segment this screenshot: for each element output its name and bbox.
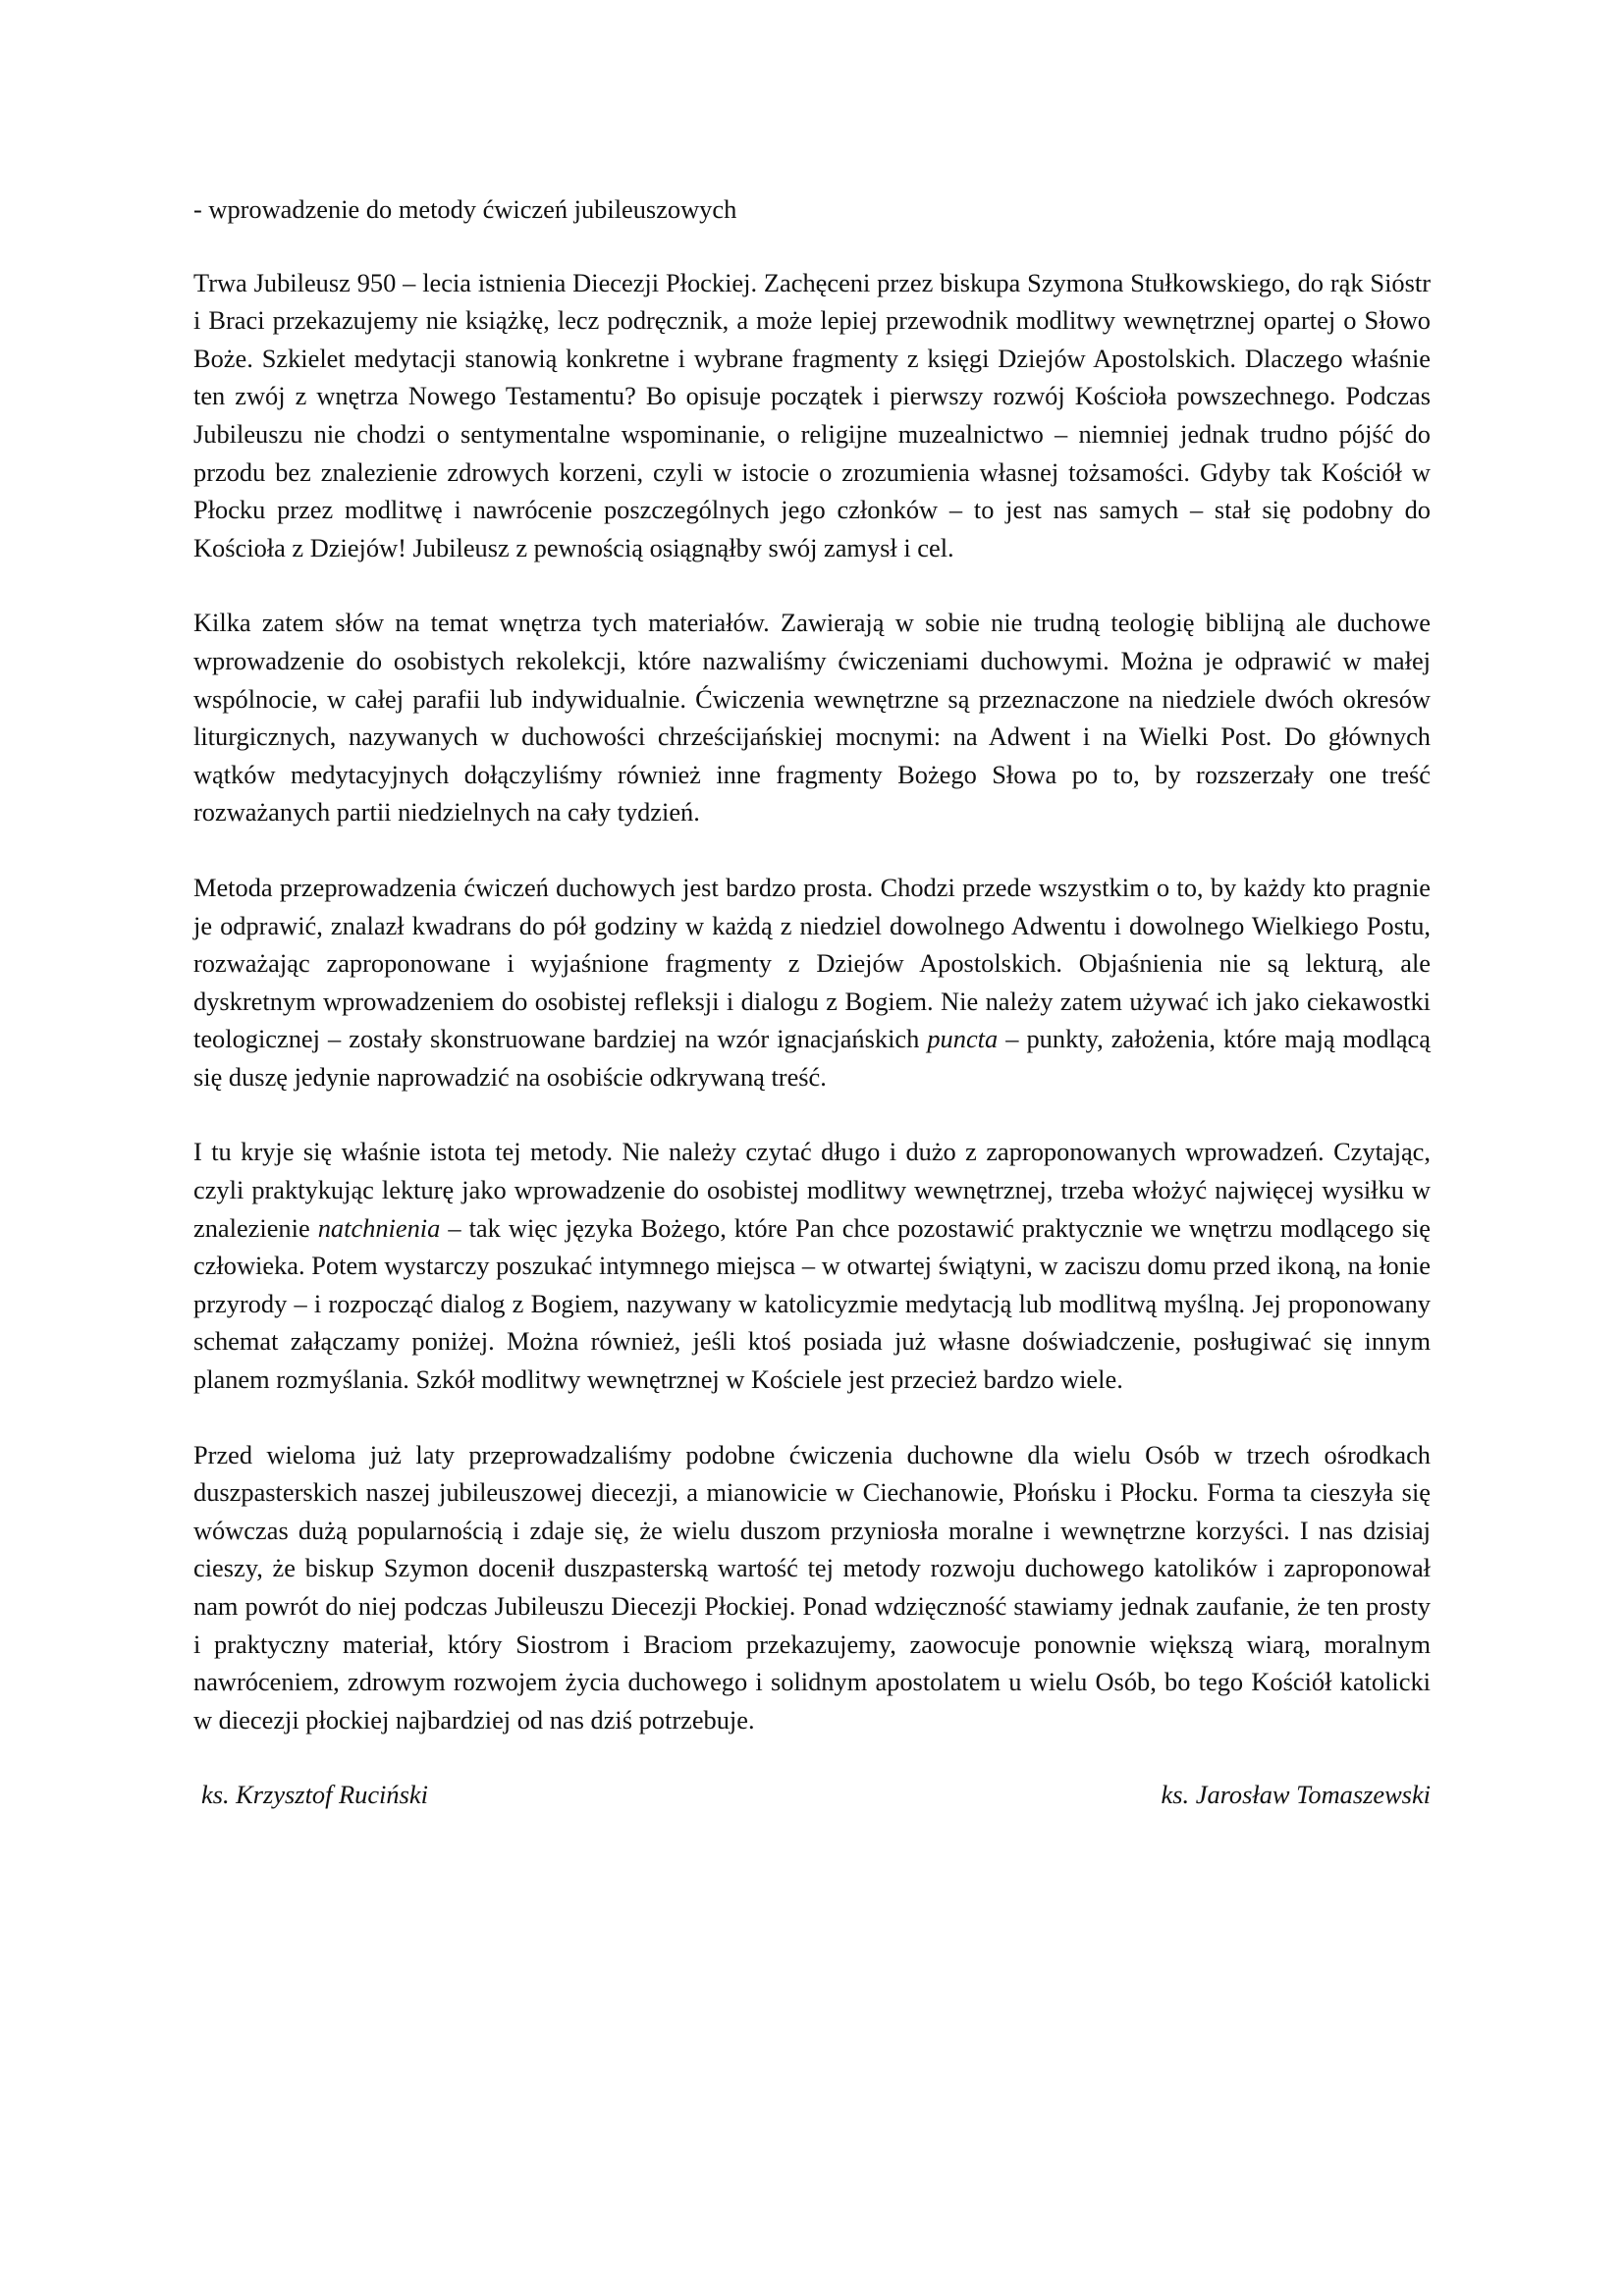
paragraph-2: Kilka zatem słów na temat wnętrza tych materiałów. Zawierają w sobie nie trudną teologię biblijną ale duchowe wprowadzenie do osobistych rekolekcji, które nazwaliśmy ćwiczeniami duchowymi. Można je odprawić w małej wspólnocie, w całej parafii lub indywidualnie. Ćwiczenia wewnętrzne są przeznaczone na niedziele dwóch okresów liturgicznych, nazywanych w duchowości chrześcijańskiej mocnymi: na Adwent i na Wielki Post. Do głównych wątków medytacyjnych dołączyliśmy również inne fragmenty Bożego Słowa po to, by rozszerzały one treść rozważanych partii niedzielnych na cały tydzień.: [193, 608, 1431, 828]
paragraph-5: Przed wieloma już laty przeprowadzaliśmy podobne ćwiczenia duchowne dla wielu Osób w trzech ośrodkach duszpasterskich naszej jubileuszowej diecezji, a mianowicie w Ciechanowie, Płońsku i Płocku. Forma ta cieszyła się wówczas dużą popularnością i zdaje się, że wielu duszom przyniosła moralne i wewnętrzne korzyści. I nas dzisiaj cieszy, że biskup Szymon docenił duszpasterską wartość tej metody rozwoju duchowego katolików i zaproponował nam powrót do niej podczas Jubileuszu Diecezji Płockiej. Ponad wdzięczność stawiamy jednak zaufanie, że ten prosty i praktyczny materiał, który Siostrom i Braciom przekazujemy, zaowocuje ponownie większą wiarą, moralnym nawróceniem, zdrowym rozwojem życia duchowego i solidnym apostolatem u wielu Osób, bo tego Kościół katolicki w diecezji płockiej najbardziej od nas dziś potrzebuje.: [193, 1439, 1431, 1735]
signature-left: ks. Krzysztof Ruciński: [201, 1780, 428, 1810]
paragraph-4-italic-term: natchnienia: [317, 1212, 441, 1243]
paragraph-1: Trwa Jubileusz 950 – lecia istnienia Diecezji Płockiej. Zachęceni przez biskupa Szymona Stułkowskiego, do rąk Sióstr i Braci przekazujemy nie książkę, lecz podręcznik, a może lepiej przewodnik modlitwy wewnętrznej opartej o Słowo Boże. Szkielet medytacji stanowią konkretne i wybrane fragmenty z księgi Dziejów Apostolskich. Dlaczego właśnie ten zwój z wnętrza Nowego Testamentu? Bo opisuje początek i pierwszy rozwój Kościoła powszechnego. Podczas Jubileuszu nie chodzi o sentymentalne wspominanie, o religijne muzealnictwo – niemniej jednak trudno pójść do przodu bez znalezienie zdrowych korzeni, czyli w istocie o zrozumienia własnej tożsamości. Gdyby tak Kościół w Płocku przez modlitwę i nawrócenie poszczególnych jego członków – to jest nas samych – stał się podobny do Kościoła z Dziejów! Jubileusz z pewnością osiągnąłby swój zamysł i cel.: [193, 267, 1431, 562]
paragraph-3-text-start: Metoda przeprowadzenia ćwiczeń duchowych jest bardzo prosta. Chodzi przede wszystkim o to, by każdy kto pragnie je odprawić, znalazł kwadrans do pół godziny w każdą z niedziel dowolnego Adwentu i dowolnego Wielkiego Postu, rozważając zaproponowane i wyjaśnione fragmenty z Dziejów Apostolskich. Objaśnienia nie są lekturą, ale dyskretnym wprowadzeniem do osobistej refleksji i dialogu z Bogiem. Nie należy zatem używać ich jako ciekawostki teologicznej – zostały skonstruowane bardziej na wzór ignacjańskich: [193, 872, 1431, 1054]
intro-line: - wprowadzenie do metody ćwiczeń jubileuszowych: [193, 194, 737, 224]
paragraph-3-italic-term: puncta: [927, 1024, 999, 1054]
document-body: [193, 190, 1431, 1815]
paragraph-4-text-start: I tu kryje się właśnie istota tej metody. Nie należy czytać długo i dużo z zaproponowanych wprowadzeń. Czytając, czyli praktykując lekturę jako wprowadzenie do osobistej modlitwy wewnętrznej, trzeba włożyć najwięcej wysiłku w znalezienie: [193, 1137, 1431, 1243]
paragraph-3-text-end: – punkty, założenia, które mają modlącą się duszę jedynie naprowadzić na osobiście odkrywaną treść.: [193, 1024, 1431, 1092]
paragraph-4-text-end: – tak więc języka Bożego, które Pan chce pozostawić praktycznie we wnętrzu modlącego się człowieka. Potem wystarczy poszukać intymnego miejsca – w otwartej świątyni, w zaciszu domu przed ikoną, na łonie przyrody – i rozpocząć dialog z Bogiem, nazywany w katolicyzmie medytacją lub modlitwą myślną. Jej proponowany schemat załączamy poniżej. Można również, jeśli ktoś posiada już własne doświadczenie, posługiwać się innym planem rozmyślania. Szkół modlitwy wewnętrznej w Kościele jest przecież bardzo wiele.: [193, 1212, 1432, 1395]
paragraph-3: [193, 869, 1431, 1096]
signatures: [193, 1776, 1431, 1815]
signature-right: ks. Jarosław Tomaszewski: [1161, 1780, 1431, 1810]
paragraph-4: [193, 1133, 1431, 1398]
